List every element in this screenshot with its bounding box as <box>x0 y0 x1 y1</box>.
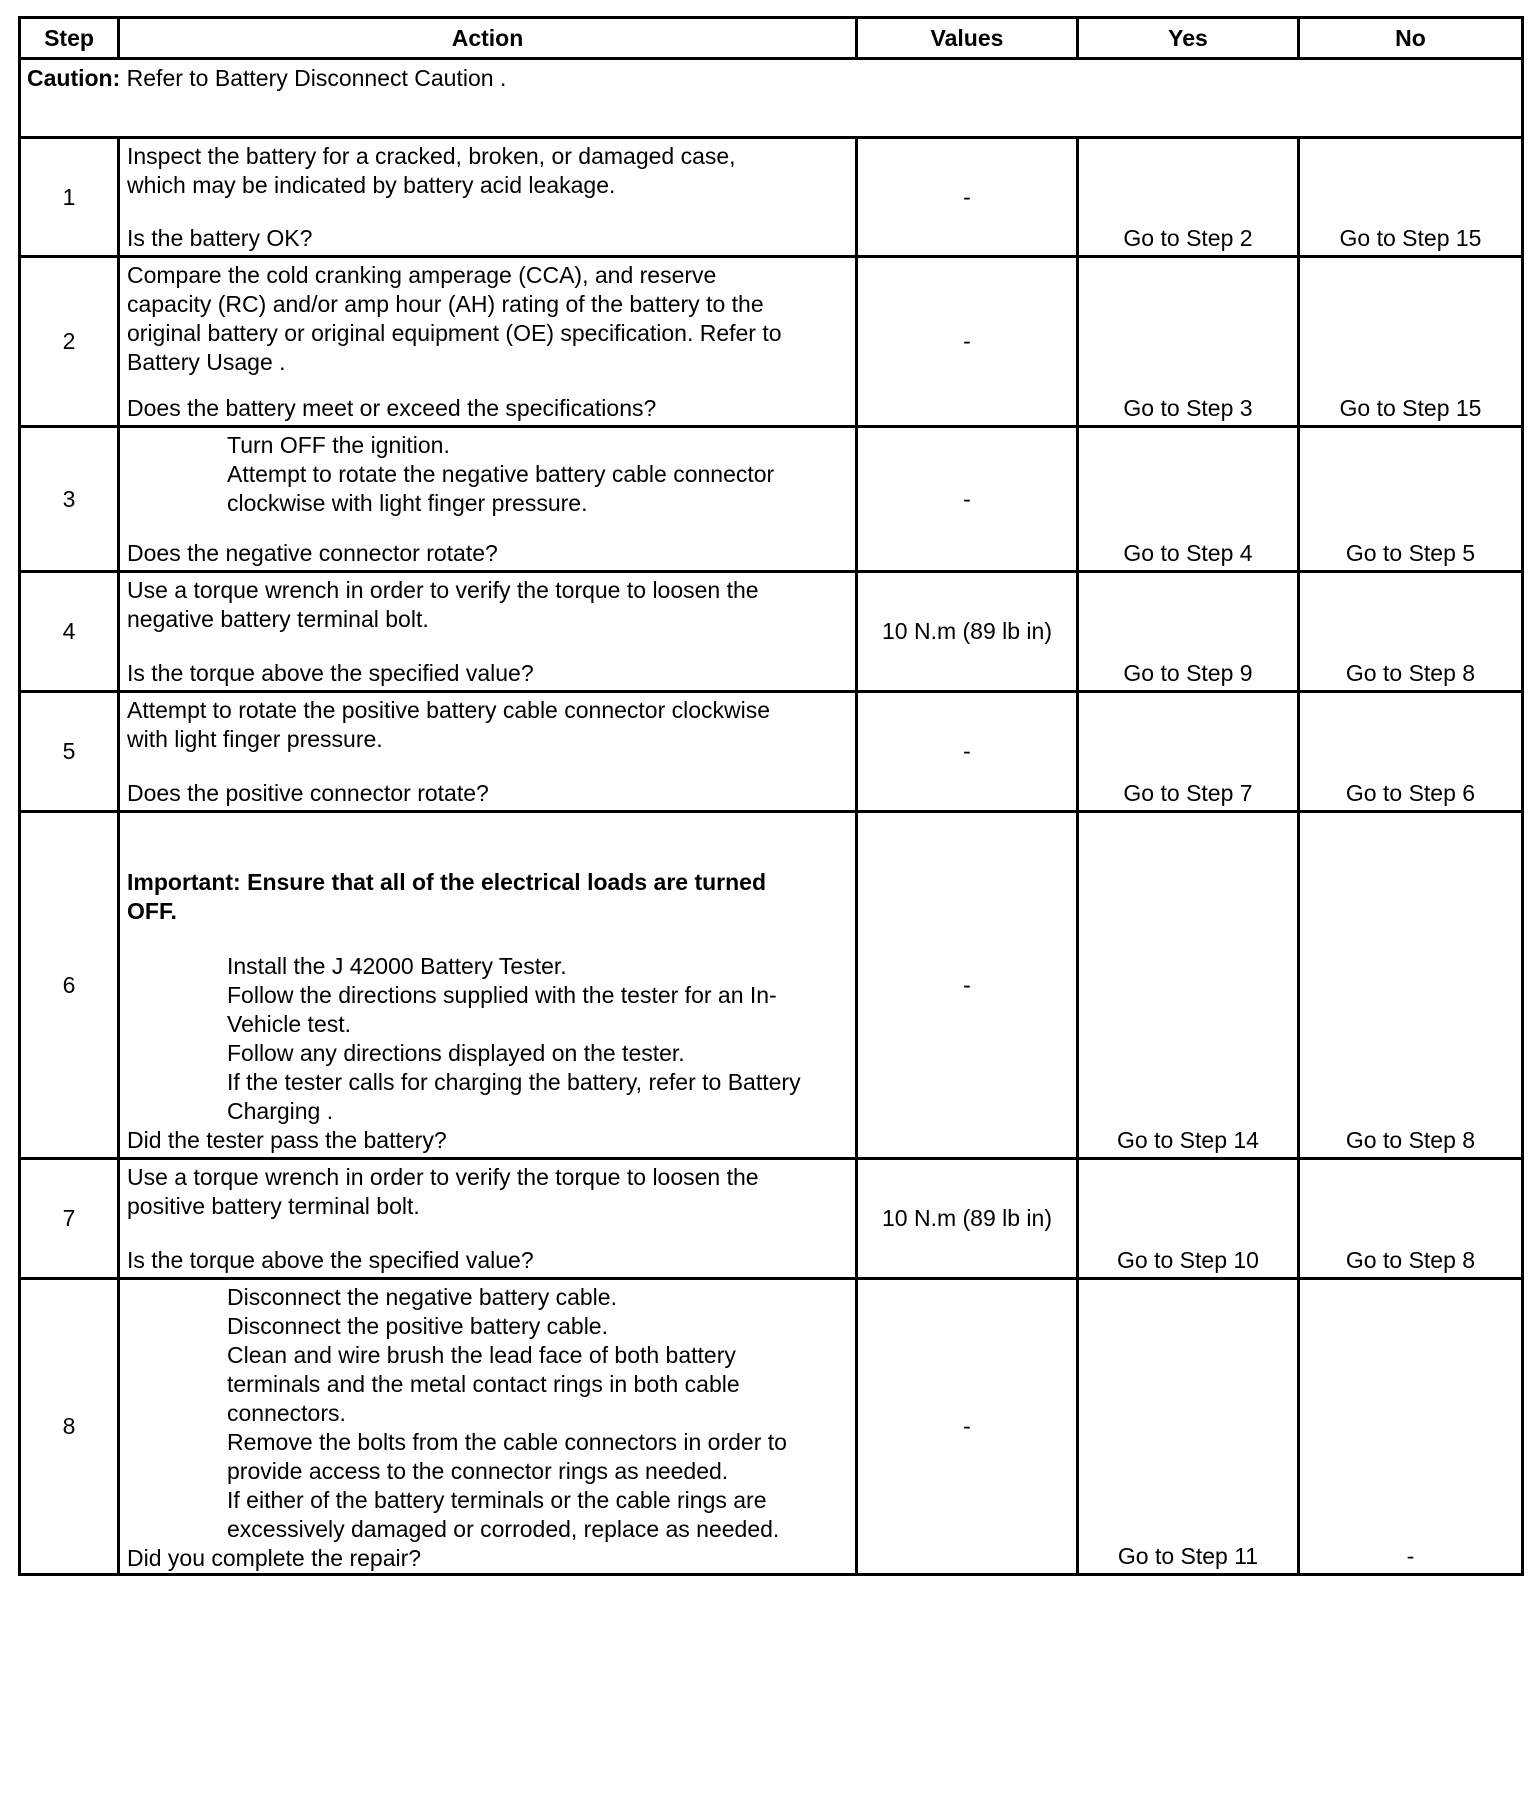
yes-cell: Go to Step 4 <box>1078 427 1299 572</box>
action-question: Is the torque above the specified value? <box>127 1247 534 1273</box>
action-text <box>127 261 849 377</box>
action-cell <box>119 572 857 692</box>
action-text <box>127 142 849 200</box>
value-cell: - <box>857 812 1078 1159</box>
action-cell <box>119 138 857 257</box>
caution-text: Refer to Battery Disconnect Caution . <box>120 65 507 91</box>
important-note: Important: Ensure that all of the electrical loads are turned <box>127 869 767 895</box>
action-line: with light finger pressure. <box>127 726 383 752</box>
action-content <box>127 431 849 568</box>
action-question: Did the tester pass the battery? <box>127 1127 447 1153</box>
action-text <box>127 816 849 1126</box>
action-text <box>127 1283 849 1544</box>
action-bullet: provide access to the connector rings as needed. <box>227 1458 729 1484</box>
action-content <box>127 576 849 688</box>
action-line: Use a torque wrench in order to verify the torque to loosen the <box>127 1164 759 1190</box>
spacer <box>127 816 849 868</box>
value-cell: - <box>857 257 1078 427</box>
value-cell: - <box>857 138 1078 257</box>
value-cell: 10 N.m (89 lb in) <box>857 572 1078 692</box>
action-text <box>127 576 849 634</box>
yes-cell: Go to Step 11 <box>1078 1279 1299 1575</box>
action-bullet: Disconnect the positive battery cable. <box>227 1313 608 1339</box>
no-cell: Go to Step 15 <box>1299 257 1523 427</box>
yes-cell: Go to Step 2 <box>1078 138 1299 257</box>
action-line: Compare the cold cranking amperage (CCA), and reserve <box>127 262 717 288</box>
table-row <box>20 692 1523 812</box>
action-line: capacity (RC) and/or amp hour (AH) rating of the battery to the <box>127 291 764 317</box>
spacer <box>127 926 849 952</box>
action-question: Does the positive connector rotate? <box>127 780 489 806</box>
table-row <box>20 257 1523 427</box>
action-bullet: Remove the bolts from the cable connectors in order to <box>227 1429 787 1455</box>
action-cell <box>119 427 857 572</box>
action-bullet: Follow the directions supplied with the tester for an In- <box>227 982 777 1008</box>
action-line: which may be indicated by battery acid leakage. <box>127 172 616 198</box>
action-bullet: excessively damaged or corroded, replace as needed. <box>227 1516 780 1542</box>
action-question: Does the battery meet or exceed the specifications? <box>127 395 657 421</box>
no-cell: Go to Step 6 <box>1299 692 1523 812</box>
value-cell: 10 N.m (89 lb in) <box>857 1159 1078 1279</box>
action-content <box>127 696 849 808</box>
action-content <box>127 816 849 1155</box>
table-row <box>20 427 1523 572</box>
table-row <box>20 1159 1523 1279</box>
step-cell: 5 <box>20 692 119 812</box>
step-cell: 4 <box>20 572 119 692</box>
header-step: Step <box>20 18 119 59</box>
action-question: Does the negative connector rotate? <box>127 540 498 566</box>
table-row <box>20 812 1523 1159</box>
action-content <box>127 1163 849 1275</box>
action-bullet: Disconnect the negative battery cable. <box>227 1284 617 1310</box>
action-cell <box>119 1279 857 1575</box>
action-cell <box>119 692 857 812</box>
action-question: Did you complete the repair? <box>127 1545 422 1571</box>
step-cell: 3 <box>20 427 119 572</box>
action-line: positive battery terminal bolt. <box>127 1193 420 1219</box>
no-cell: Go to Step 15 <box>1299 138 1523 257</box>
action-bullet: Clean and wire brush the lead face of both battery <box>227 1342 736 1368</box>
action-text <box>127 696 849 754</box>
action-bullet: If the tester calls for charging the battery, refer to Battery <box>227 1069 801 1095</box>
caution-cell <box>20 59 1523 138</box>
step-cell: 7 <box>20 1159 119 1279</box>
action-question: Is the torque above the specified value? <box>127 660 534 686</box>
header-action: Action <box>119 18 857 59</box>
action-bullet: terminals and the metal contact rings in both cable <box>227 1371 740 1397</box>
action-bullet: Install the J 42000 Battery Tester. <box>227 953 567 979</box>
diagnostic-table <box>18 16 1524 1576</box>
step-cell: 1 <box>20 138 119 257</box>
action-bullet: If either of the battery terminals or the cable rings are <box>227 1487 767 1513</box>
action-line: original battery or original equipment (OE) specification. Refer to <box>127 320 782 346</box>
action-bullet: Turn OFF the ignition. <box>227 432 450 458</box>
step-cell: 6 <box>20 812 119 1159</box>
no-cell: Go to Step 8 <box>1299 572 1523 692</box>
table-row <box>20 138 1523 257</box>
action-line: Inspect the battery for a cracked, broken, or damaged case, <box>127 143 736 169</box>
important-note: OFF. <box>127 898 177 924</box>
table-row <box>20 572 1523 692</box>
no-cell: Go to Step 8 <box>1299 1159 1523 1279</box>
action-cell <box>119 1159 857 1279</box>
yes-cell: Go to Step 14 <box>1078 812 1299 1159</box>
action-content <box>127 1283 849 1571</box>
no-cell: Go to Step 5 <box>1299 427 1523 572</box>
yes-cell: Go to Step 3 <box>1078 257 1299 427</box>
header-no: No <box>1299 18 1523 59</box>
action-line: Attempt to rotate the positive battery cable connector clockwise <box>127 697 771 723</box>
action-content <box>127 261 849 423</box>
caution-row <box>20 59 1523 138</box>
yes-cell: Go to Step 9 <box>1078 572 1299 692</box>
value-cell: - <box>857 1279 1078 1575</box>
action-line: Use a torque wrench in order to verify the torque to loosen the <box>127 577 759 603</box>
yes-cell: Go to Step 10 <box>1078 1159 1299 1279</box>
action-line: negative battery terminal bolt. <box>127 606 429 632</box>
no-cell: - <box>1299 1279 1523 1575</box>
step-cell: 2 <box>20 257 119 427</box>
caution-label: Caution: <box>27 65 121 91</box>
action-line: Battery Usage . <box>127 349 286 375</box>
header-row <box>20 18 1523 59</box>
value-cell: - <box>857 692 1078 812</box>
step-cell: 8 <box>20 1279 119 1575</box>
action-bullet: connectors. <box>227 1400 346 1426</box>
yes-cell: Go to Step 7 <box>1078 692 1299 812</box>
action-text <box>127 1163 849 1221</box>
action-text <box>127 431 849 518</box>
action-bullet: clockwise with light finger pressure. <box>227 490 588 516</box>
no-cell: Go to Step 8 <box>1299 812 1523 1159</box>
table-row <box>20 1279 1523 1575</box>
action-content <box>127 142 849 253</box>
action-cell <box>119 257 857 427</box>
action-bullet: Follow any directions displayed on the tester. <box>227 1040 685 1066</box>
value-cell: - <box>857 427 1078 572</box>
action-bullet: Attempt to rotate the negative battery cable connector <box>227 461 775 487</box>
action-bullet: Vehicle test. <box>227 1011 352 1037</box>
action-bullet: Charging . <box>227 1098 334 1124</box>
action-question: Is the battery OK? <box>127 225 313 251</box>
header-values: Values <box>857 18 1078 59</box>
header-yes: Yes <box>1078 18 1299 59</box>
action-cell <box>119 812 857 1159</box>
